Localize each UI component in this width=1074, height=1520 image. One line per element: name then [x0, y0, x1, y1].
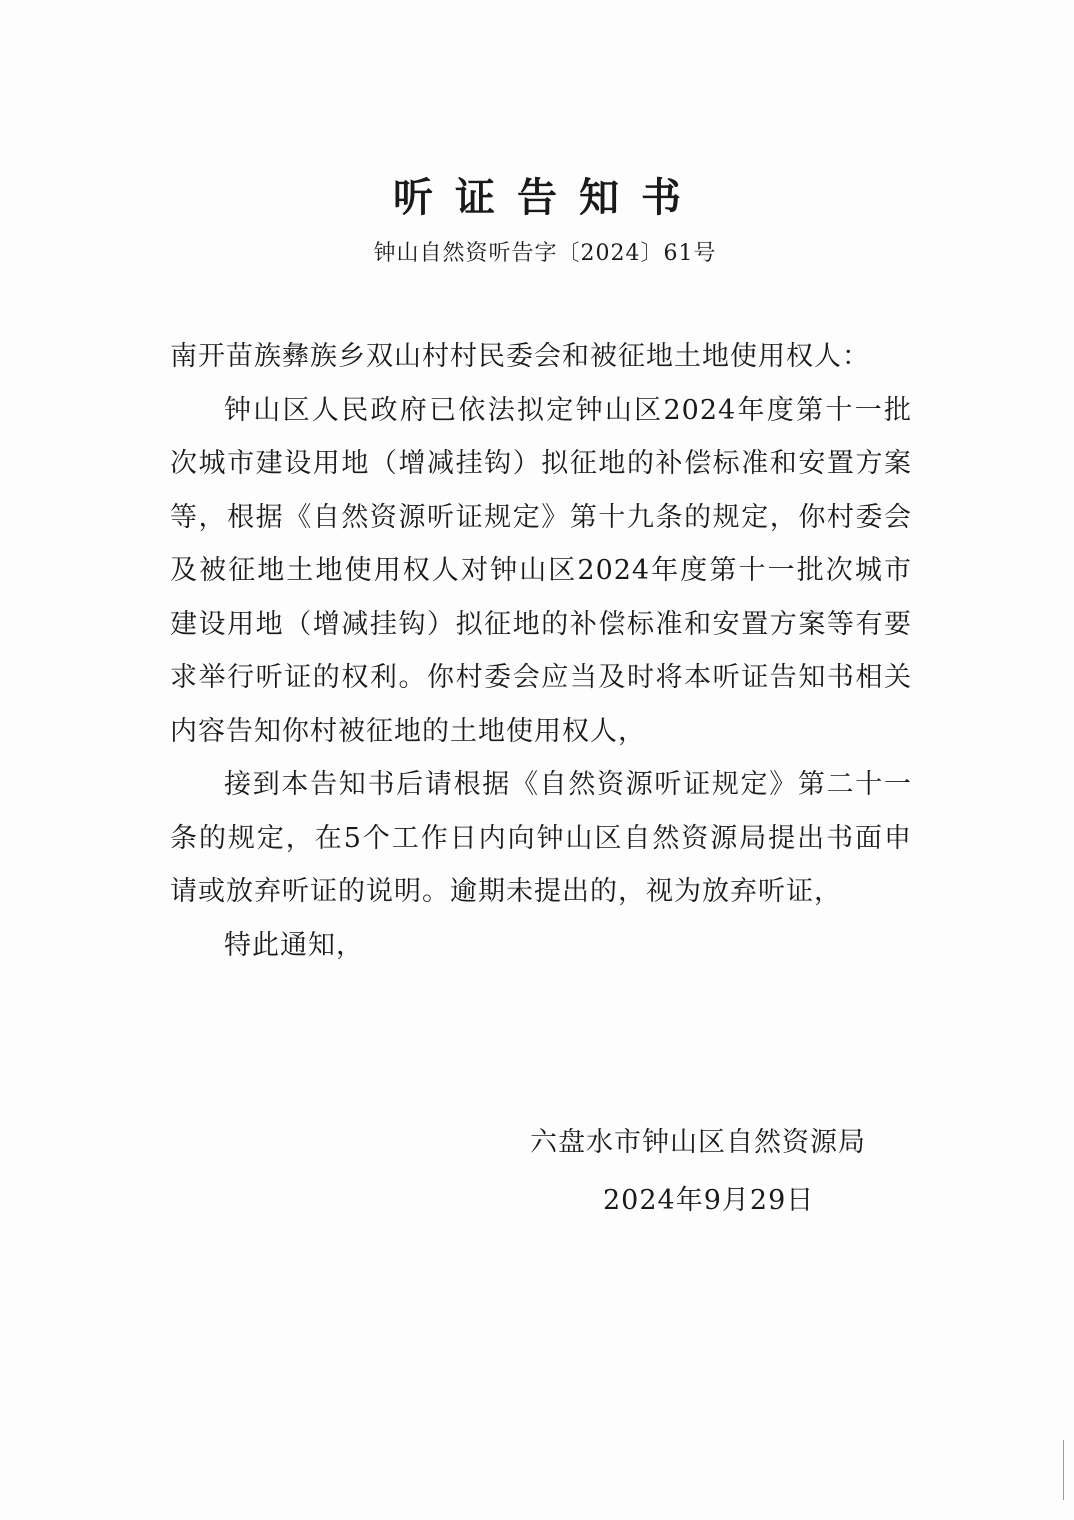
document-body [170, 330, 912, 972]
document-title: 听证告知书 [393, 175, 703, 221]
scan-edge-mark [1063, 1440, 1064, 1500]
document-number: 钟山自然资听告字〔2024〕61号 [373, 241, 717, 266]
issuer-name: 六盘水市钟山区自然资源局 [530, 1127, 866, 1158]
paragraph-notice: 钟山区人民政府已依法拟定钟山区2024年度第十一批次城市建设用地（增减挂钩）拟征地的补偿标准和安置方案等，根据《自然资源听证规定》第十九条的规定，你村委会及被征地土地使用权人对钟山区2024年度第十一批次城市建设用地（增减挂钩）拟征地的补偿标准和安置方案等有要求举行听证的权利。你村委会应当及时将本听证告知书相关内容告知你村被征地的土地使用权人， [170, 394, 912, 747]
salutation: 南开苗族彝族乡双山村村民委会和被征地土地使用权人： [170, 341, 870, 372]
issue-date: 2024年9月29日 [603, 1185, 815, 1216]
paragraph-application: 接到本告知书后请根据《自然资源听证规定》第二十一条的规定，在5个工作日内向钟山区自然资源局提出书面申请或放弃听证的说明。逾期未提出的，视为放弃听证， [170, 769, 912, 907]
paragraph-closing: 特此通知， [224, 929, 364, 961]
